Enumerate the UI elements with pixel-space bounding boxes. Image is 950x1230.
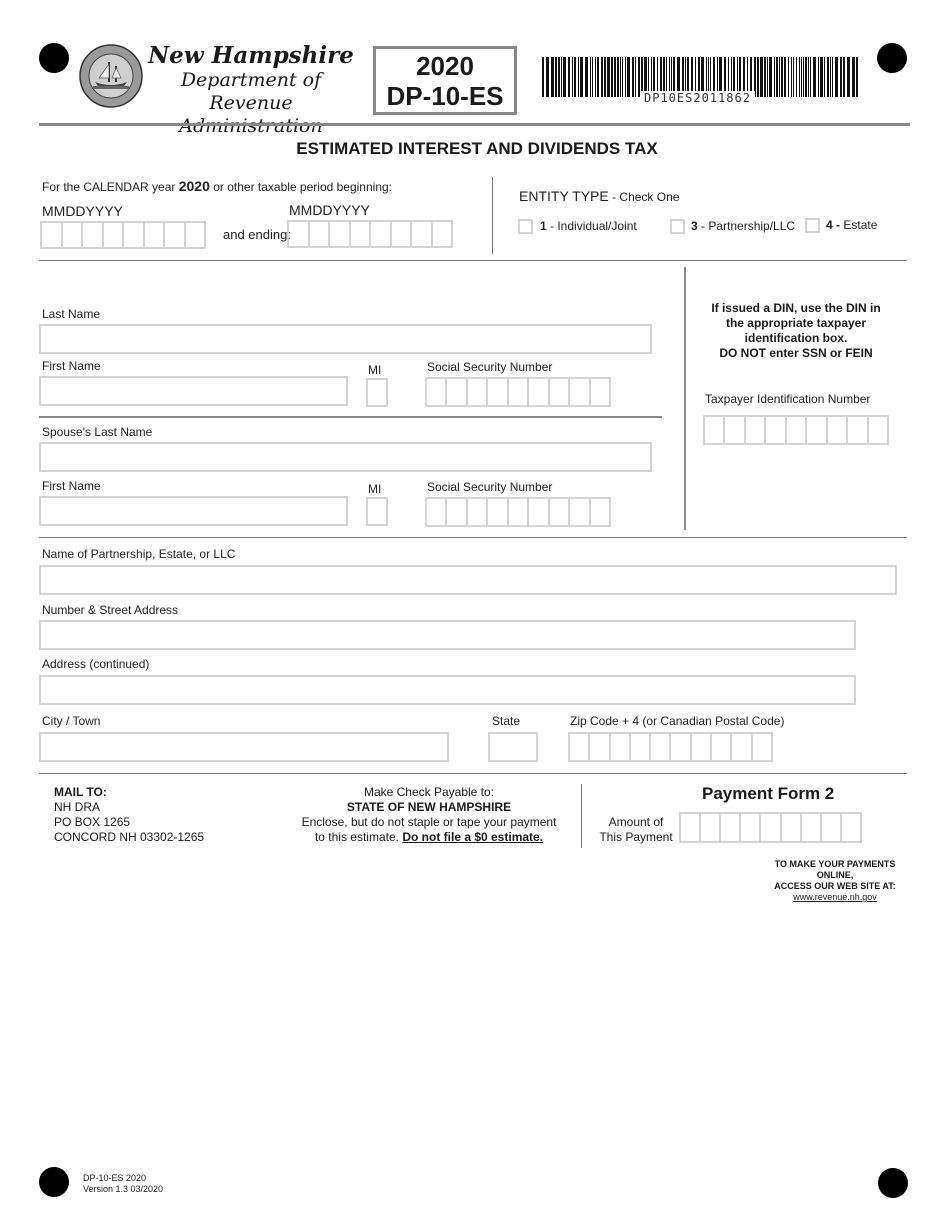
- section-divider-3: [39, 773, 907, 774]
- agency-name-line1: New Hampshire: [148, 42, 354, 69]
- form-year: 2020: [416, 51, 474, 81]
- payment-form-title: Payment Form 2: [702, 784, 835, 803]
- period-entity-divider: [492, 177, 493, 254]
- entity-name-input[interactable]: [39, 565, 897, 595]
- mi-label: MI: [368, 363, 382, 377]
- registration-mark-top-right: [877, 43, 907, 73]
- agency-name-line2: Department of: [180, 69, 322, 91]
- agency-name-line3: Revenue Administration: [179, 92, 323, 137]
- form-title: ESTIMATED INTEREST AND DIVIDENDS TAX: [296, 139, 658, 158]
- spouse-ssn-label: Social Security Number: [427, 480, 553, 494]
- last-name-label: Last Name: [42, 307, 101, 321]
- form-code: DP-10-ES: [386, 81, 504, 111]
- entity-name-label: Name of Partnership, Estate, or LLC: [42, 547, 236, 561]
- end-date-format: MMDDYYYY: [289, 202, 370, 218]
- section-divider-2: [39, 537, 907, 538]
- registration-mark-bottom-left: [39, 1167, 69, 1197]
- payable-instructions: Make Check Payable to: STATE OF NEW HAMPSHIRE Enclose, but do not staple or tape your payment to this estimate. Do not file a $0 estimate.: [301, 785, 557, 844]
- last-name-input[interactable]: [39, 324, 652, 354]
- entity-individual-label: 1 - Individual/Joint: [540, 219, 637, 233]
- zip-label: Zip Code + 4 (or Canadian Postal Code): [570, 714, 785, 728]
- spouse-first-name-label: First Name: [42, 479, 101, 493]
- tin-input[interactable]: [703, 415, 889, 445]
- address-continued-label: Address (continued): [42, 657, 150, 671]
- amount-label: Amount of This Payment: [599, 815, 673, 844]
- tin-label: Taxpayer Identification Number: [705, 392, 871, 406]
- city-input[interactable]: [39, 732, 449, 762]
- section-divider-1: [39, 260, 907, 261]
- ssn-input[interactable]: [425, 377, 611, 407]
- payment-divider: [581, 784, 582, 848]
- barcode-text: DP10ES2011862: [640, 91, 755, 105]
- street-address-input[interactable]: [39, 620, 856, 650]
- end-date-input[interactable]: [287, 220, 453, 248]
- spouse-first-name-input[interactable]: [39, 496, 348, 526]
- form-version: DP-10-ES 2020 Version 1.3 03/2020: [83, 1173, 164, 1194]
- spouse-divider: [39, 416, 662, 418]
- state-label: State: [492, 714, 521, 728]
- din-notice: If issued a DIN, use the DIN in the appropriate taxpayer identification box. DO NOT enter SSN or FEIN: [711, 301, 881, 360]
- spouse-last-name-input[interactable]: [39, 442, 652, 472]
- entity-partnership-label: 3 - Partnership/LLC: [691, 219, 796, 233]
- entity-partnership-checkbox[interactable]: [670, 219, 685, 234]
- address-continued-input[interactable]: [39, 675, 856, 705]
- online-payment-note: TO MAKE YOUR PAYMENTS ONLINE, ACCESS OUR WEB SITE AT: www.revenue.nh.gov: [756, 859, 914, 903]
- mail-to-title: MAIL TO:: [54, 785, 107, 799]
- payment-amount-input[interactable]: [679, 812, 862, 843]
- first-name-label: First Name: [42, 359, 101, 373]
- spouse-ssn-input[interactable]: [425, 497, 611, 527]
- mailing-address: MAIL TO: NH DRA PO BOX 1265 CONCORD NH 03302-1265: [54, 785, 205, 844]
- state-seal-logo: [79, 44, 143, 108]
- begin-date-input[interactable]: [40, 221, 206, 249]
- state-input[interactable]: [488, 732, 538, 762]
- din-column-divider: [684, 267, 686, 530]
- spouse-last-name-label: Spouse's Last Name: [42, 425, 153, 439]
- barcode: [542, 57, 862, 107]
- spouse-mi-input[interactable]: [366, 497, 388, 526]
- zip-input[interactable]: [568, 732, 773, 762]
- begin-date-format: MMDDYYYY: [42, 203, 123, 219]
- spouse-mi-label: MI: [368, 482, 382, 496]
- city-label: City / Town: [42, 714, 101, 728]
- ssn-label: Social Security Number: [427, 360, 553, 374]
- form-id-box: [373, 46, 517, 115]
- street-address-label: Number & Street Address: [42, 603, 179, 617]
- first-name-input[interactable]: [39, 376, 348, 406]
- entity-individual-checkbox[interactable]: [518, 219, 533, 234]
- ending-label: and ending:: [223, 227, 291, 242]
- entity-estate-checkbox[interactable]: [805, 218, 820, 233]
- entity-type-title: ENTITY TYPE - Check One: [519, 188, 680, 204]
- header-divider: [39, 123, 910, 126]
- online-payment-link[interactable]: www.revenue.nh.gov: [793, 892, 877, 902]
- period-intro: For the CALENDAR year 2020 or other taxable period beginning:: [42, 178, 393, 194]
- registration-mark-bottom-right: [878, 1168, 908, 1198]
- mi-input[interactable]: [366, 378, 388, 407]
- registration-mark-top-left: [39, 43, 69, 73]
- entity-estate-label: 4 - Estate: [826, 218, 878, 232]
